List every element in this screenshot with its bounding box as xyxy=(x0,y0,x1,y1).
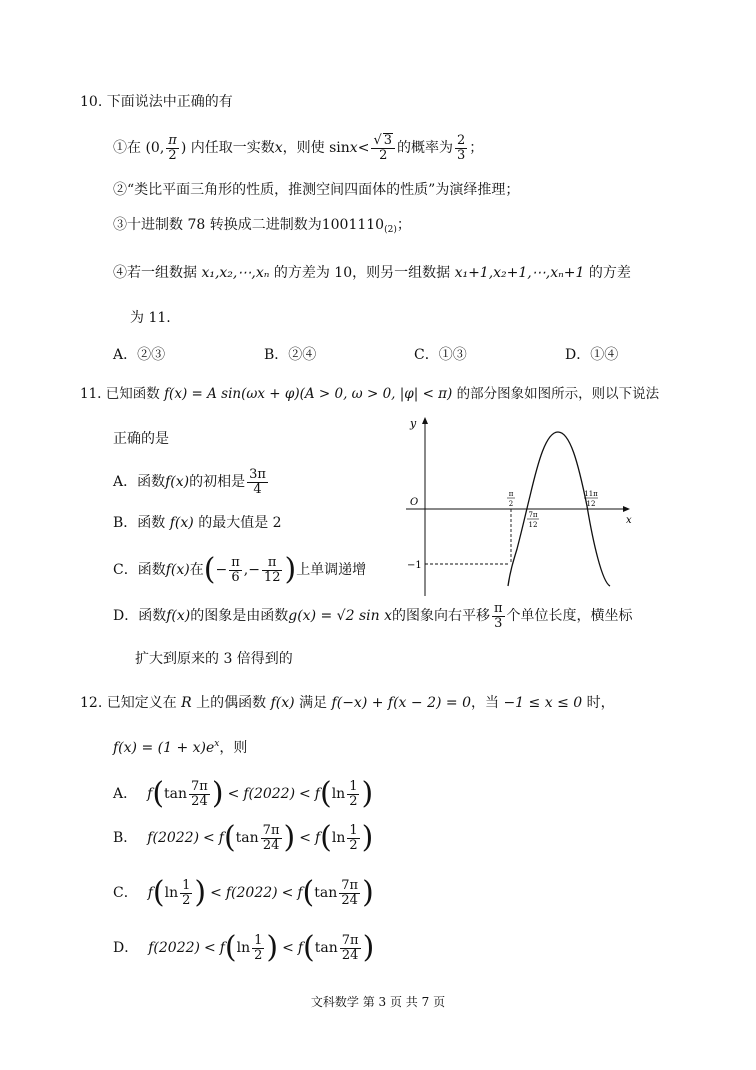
q11-option-a[interactable]: A．函数 f(x) 的初相是 $\frac{3\pi}{4}$ xyxy=(113,466,266,497)
q11-option-d[interactable]: D．函数 f(x) 的图象是由函数 g(x) = √2 sin x 的图象向右平移 $\frac{\pi}{3}$ 个单位长度，横坐标 xyxy=(113,600,633,631)
q12-option-a[interactable]: A． f ( tan $\frac{7\pi}{24}$ ) < f(2022) < f ( ln $\frac{1}{2}$ ) xyxy=(113,776,374,811)
q12-stem-cont: $f(x) = (1 + x)e^x$，则 xyxy=(113,739,248,756)
q11-function-graph xyxy=(398,414,646,598)
q11-stem-cont: 正确的是 xyxy=(113,431,169,447)
tick-pi-over-2-num: π xyxy=(508,490,514,498)
q10-statement-3: ③十进制数 78 转换成二进制数为$1001110_{(2)}$； xyxy=(113,217,411,235)
origin-label: O xyxy=(410,497,419,508)
tick-11pi-12-den: 12 xyxy=(586,500,596,508)
q10-option-c[interactable]: C．①③ xyxy=(414,347,467,363)
tick-7pi-12-den: 12 xyxy=(528,521,538,529)
y-axis-label: y xyxy=(410,417,417,430)
tick-7pi-12-num: 7π xyxy=(528,511,538,519)
q10-statement-2: ②“类比平面三角形的性质，推测空间四面体的性质”为演绎推理； xyxy=(113,182,520,198)
x-axis-label: x xyxy=(626,515,632,526)
page-footer: 文科数学 第 3 页 共 7 页 xyxy=(310,995,446,1009)
q12-option-c[interactable]: C． f ( ln $\frac{1}{2}$ ) < f(2022) < f ( tan $\frac{7\pi}{24}$ ) xyxy=(113,875,374,910)
tick-11pi-12-num: 11π xyxy=(584,490,598,498)
q10-statement-4-cont: 为 11. xyxy=(130,310,171,326)
q10-option-d[interactable]: D．①④ xyxy=(565,347,619,363)
q10-option-b[interactable]: B．②④ xyxy=(264,347,317,363)
q11-option-c[interactable]: C．函数 f(x) 在 ( − $\frac{\pi}{6}$ , − $\frac{\pi}{12}$ ) 上单调递增 xyxy=(113,552,367,587)
q10-statement-1: ①在 (0, $\frac{\pi}{2}$ ) 内任取一实数 x ，则使 sin x < $\frac{√ 3}{2}$ 的概率为 $\frac{2}{3}$ ； xyxy=(113,132,484,163)
neg-one-label: −1 xyxy=(407,560,422,571)
q12-stem: 12. 已知定义在 R 上的偶函数 f(x) 满足 f(−x) + f(x − 2) = 0，当 −1 ≤ x ≤ 0 时， xyxy=(80,695,615,711)
q10-option-a[interactable]: A．②③ xyxy=(113,347,166,363)
q12-option-b[interactable]: B． f(2022) < f ( tan $\frac{7\pi}{24}$ ) < f ( ln $\frac{1}{2}$ ) xyxy=(113,820,374,855)
q10-statement-4: ④若一组数据 x₁,x₂,⋯,xₙ 的方差为 10，则另一组数据 x₁+1,x₂+1,⋯,xₙ+1 的方差 xyxy=(113,265,631,281)
x-axis-arrow xyxy=(623,506,630,512)
q11-stem: 11. 已知函数 f(x) = A sin(ωx + φ)(A > 0, ω > 0, |φ| < π) 的部分图象如图所示，则以下说法 xyxy=(80,386,660,402)
q11-option-d-cont: 扩大到原来的 3 倍得到的 xyxy=(135,651,293,667)
q11-option-b[interactable]: B．函数 f(x) 的最大值是 2 xyxy=(113,515,282,531)
tick-pi-over-2-den: 2 xyxy=(508,500,514,508)
y-axis-arrow xyxy=(422,417,428,424)
q12-option-d[interactable]: D． f(2022) < f ( ln $\frac{1}{2}$ ) < f ( tan $\frac{7\pi}{24}$ ) xyxy=(113,930,375,965)
q10-stem: 10. 下面说法中正确的有 xyxy=(80,94,233,110)
